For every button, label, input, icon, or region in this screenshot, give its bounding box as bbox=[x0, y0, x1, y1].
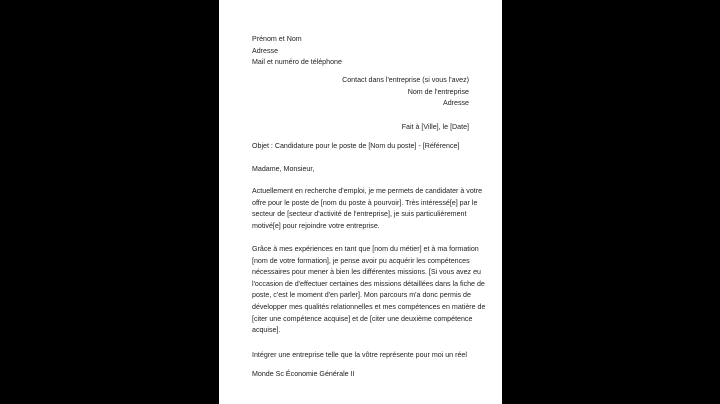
subject-line: Objet : Candidature pour le poste de [Nom du poste] - [Référence] bbox=[252, 142, 460, 150]
sender-name: Prénom et Nom bbox=[252, 35, 302, 43]
salutation: Madame, Monsieur, bbox=[252, 165, 315, 173]
paragraph-3: Intégrer une entreprise telle que la vôtre représente pour moi un réel bbox=[252, 351, 467, 359]
paragraph-line: nécessaires pour mener à bien les différentes missions. [Si vous avez eu bbox=[252, 268, 481, 277]
paragraph-2 bbox=[252, 244, 486, 337]
paragraph-line: [citer une compétence acquise] et de [citer une deuxième compétence bbox=[252, 314, 473, 323]
recipient-address: Adresse bbox=[442, 99, 469, 108]
paragraph-line: motivé[e] pour rejoindre votre entreprise. bbox=[252, 221, 380, 230]
recipient-block bbox=[342, 75, 469, 110]
paragraph-line: développer mes qualités relationnelles et mes compétences en matière de bbox=[252, 302, 486, 311]
paragraph-line: poste, c'est le moment d'en parler]. Mon parcours m'a donc permis de bbox=[252, 291, 471, 300]
paragraph-line: l'occasion de d'effectuer certaines des missions détaillées dans la fiche de bbox=[252, 279, 485, 288]
paragraph-line: Actuellement en recherche d'emploi, je me permets de candidater à votre bbox=[252, 187, 483, 195]
paragraph-line: Grâce à mes expériences en tant que [nom du métier] et à ma formation bbox=[252, 245, 479, 253]
paragraph-line: offre pour le poste de [nom du poste à pourvoir]. Très intéressé[e] par le bbox=[252, 198, 478, 207]
recipient-contact: Contact dans l'entreprise (si vous l'avez) bbox=[342, 76, 469, 84]
place-date: Fait à [Ville], le [Date] bbox=[401, 123, 469, 131]
recipient-company: Nom de l'entreprise bbox=[407, 87, 469, 96]
sender-block bbox=[252, 34, 496, 69]
paragraph-line: acquise]. bbox=[252, 326, 281, 335]
letter-page bbox=[219, 0, 502, 404]
sender-address: Adresse bbox=[252, 46, 279, 55]
paragraph-line: secteur de [secteur d'activité de l'entreprise], je suis particulièrement bbox=[252, 210, 467, 219]
paragraph-line: [nom de votre formation], je pense avoir pu acquérir les compétences bbox=[252, 256, 470, 265]
video-caption: Monde Sc Économie Générale II bbox=[252, 370, 355, 378]
sender-contact: Mail et numéro de téléphone bbox=[252, 58, 342, 67]
paragraph-1 bbox=[252, 186, 483, 232]
